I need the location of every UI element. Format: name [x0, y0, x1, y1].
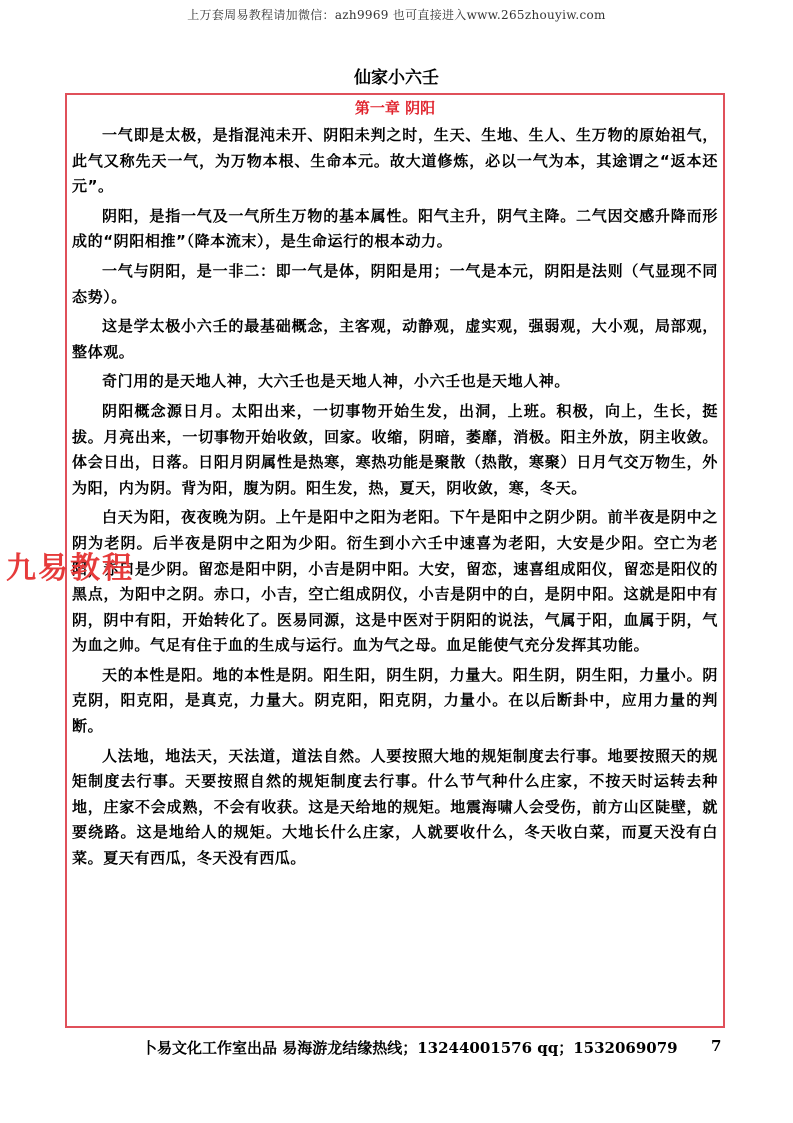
paragraph: 一气与阴阳，是一非二：即一气是体，阴阳是用；一气是本元，阴阳是法则（气显现不同态势）。 [72, 261, 718, 306]
paragraph: 白天为阳，夜夜晚为阴。上午是阳中之阳为老阳。下午是阳中之阴少阴。前半夜是阴中之阴为老阴。后半夜是阴中之阳为少阳。衍生到小六壬中速喜为老阳，大安是少阳。空亡为老阳，赤口是少阴。留恋是阳中阴，小吉是阴中阳。大安，留恋，速喜组成阳仪，留恋是阳仪的黑点，为阳中之阴。赤口，小吉，空亡组成阴仪，小吉是阴中的白，是阴中阳。这就是阳中有阴，阴中有阳，开始转化了。医易同源，这是中医对于阴阳的说法，气属于阳，血属于阴，气为血之帅。气足有住于血的生成与运行。血为气之母。血足能使气充分发挥其功能。 [72, 508, 718, 655]
chapter-title: 第一章 阴阳 [354, 99, 436, 117]
paragraph: 一气即是太极，是指混沌未开、阴阳未判之时，生天、生地、生人、生万物的原始祖气，此气又称先天一气，为万物本根、生命本元。故大道修炼，必以一气为本，其途谓之“返本还元”。 [72, 126, 718, 196]
paragraph: 奇门用的是天地人神，大六壬也是天地人神，小六壬也是天地人神。 [102, 372, 571, 391]
header-note: 上万套周易教程请加微信：azh9969 也可直接进入www.265zhouyiw.com [187, 8, 606, 22]
paragraph: 这是学太极小六壬的最基础概念，主客观，动静观，虚实观，强弱观，大小观，局部观，整体观。 [72, 317, 718, 361]
document-title: 仙家小六壬 [354, 68, 439, 88]
page-number: 7 [711, 1037, 722, 1055]
watermark-logo: 九易教程 [6, 551, 134, 586]
paragraph: 阴阳，是指一气及一气所生万物的基本属性。阳气主升，阴气主降。二气因交感升降而形成的“阴阳相推”（降本流末），是生命运行的根本动力。 [72, 206, 718, 251]
paragraph: 阴阳概念源日月。太阳出来，一切事物开始生发，出洞，上班。积极，向上，生长，挺拔。月亮出来，一切事物开始收敛，回家。收缩，阴暗，萎靡，消极。阳主外放，阴主收敛。体会日出，日落。日阳月阴属性是热寒，寒热功能是聚散（热散，寒聚）日月气交万物生，外为阳，内为阴。背为阳，腹为阴。阳生发，热，夏天，阴收敛，寒，冬天。 [72, 401, 718, 497]
footer-text: 卜易文化工作室出品 易海游龙结缘热线；13244001576 qq；1532069079 [142, 1039, 678, 1057]
body-text [72, 123, 718, 876]
paragraph: 人法地，地法天，天法道，道法自然。人要按照大地的规矩制度去行事。地要按照天的规矩制度去行事。天要按照自然的规矩制度去行事。什么节气种什么庄家，不按天时运转去种地，庄家不会成熟，不会有收获。这是天给地的规矩。地震海啸人会受伤，前方山区陡壁，就要绕路。这是地给人的规矩。大地长什么庄家，人就要收什么，冬天收白菜，而夏天没有白菜。夏天有西瓜，冬天没有西瓜。 [72, 746, 718, 868]
content-frame [65, 93, 725, 1028]
paragraph: 天的本性是阳。地的本性是阴。阳生阳，阴生阴，力量大。阳生阴，阴生阳，力量小。阴克阴，阳克阳，是真克，力量大。阴克阳，阳克阴，力量小。在以后断卦中，应用力量的判断。 [72, 665, 718, 736]
